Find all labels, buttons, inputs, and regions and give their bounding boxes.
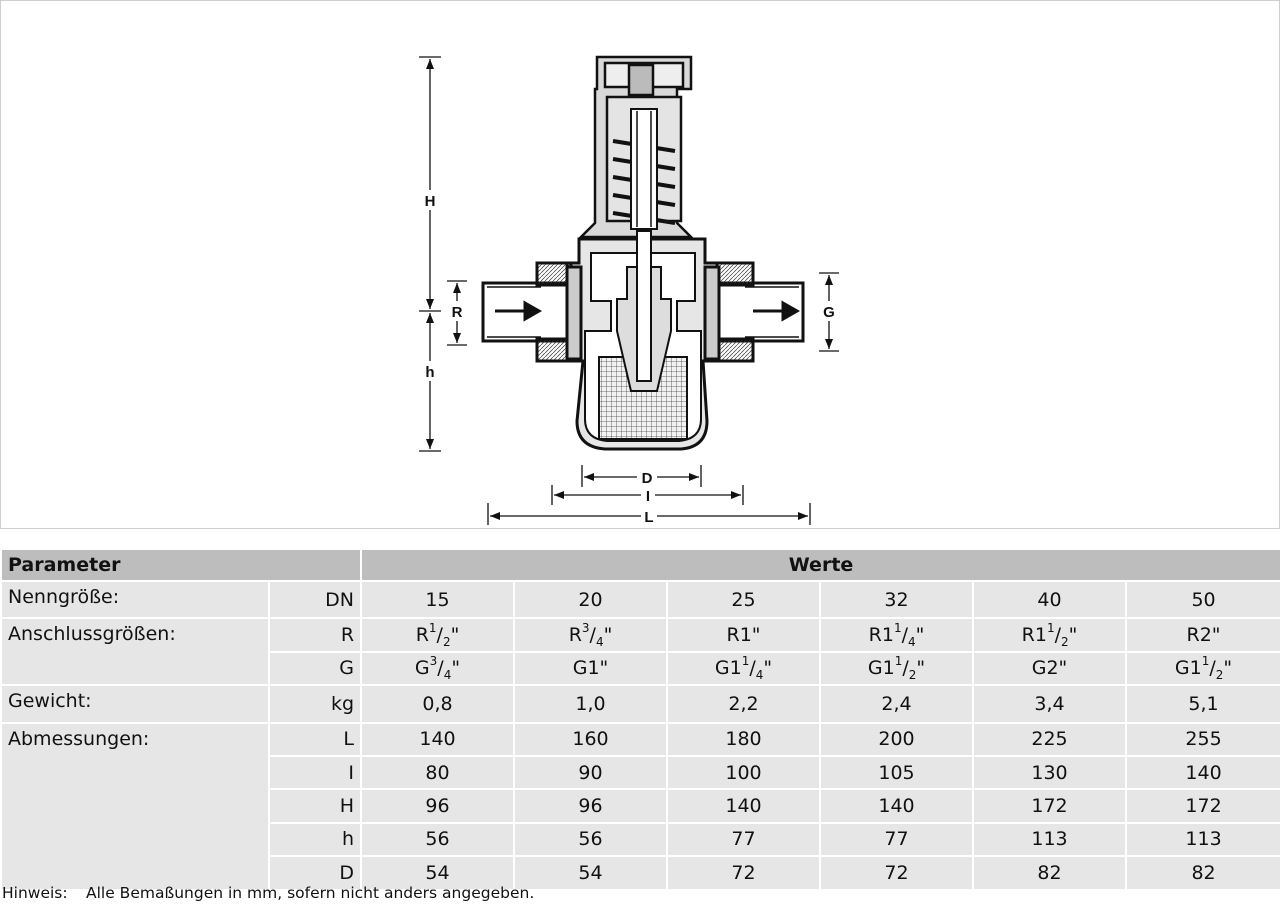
fraction-suffix: " [451, 657, 461, 680]
row-unit: H [269, 789, 361, 822]
table-cell [667, 618, 820, 651]
fraction-denominator: 2 [1215, 668, 1224, 683]
table-cell: 25 [667, 581, 820, 618]
table-cell: 15 [361, 581, 514, 618]
fraction-slash: / [749, 657, 756, 680]
table-cell: 113 [1126, 823, 1280, 856]
fraction-denominator: 4 [443, 668, 452, 683]
fraction-prefix: R1 [1021, 624, 1047, 647]
table-cell: 32 [820, 581, 973, 618]
table-cell: 80 [361, 756, 514, 789]
row-unit: D [269, 856, 361, 889]
fraction-numerator: 1 [893, 620, 902, 635]
table-cell: 54 [361, 856, 514, 889]
fraction-prefix: R1" [726, 624, 761, 647]
row-unit: h [269, 823, 361, 856]
fraction-prefix: R [568, 624, 582, 647]
fraction-suffix: " [603, 624, 613, 647]
table-cell: 140 [667, 789, 820, 822]
table-cell [973, 652, 1126, 685]
fraction-prefix: G2" [1031, 657, 1068, 680]
footnote-label: Hinweis: [2, 884, 68, 902]
table-cell [1126, 618, 1280, 651]
table-cell: 1,0 [514, 685, 667, 722]
fraction-prefix: G1 [714, 657, 742, 680]
fraction-prefix: R [415, 624, 429, 647]
table-cell: 20 [514, 581, 667, 618]
fraction-prefix: R2" [1186, 624, 1221, 647]
dim-label-H: H [424, 193, 436, 210]
fraction-suffix: " [1223, 657, 1233, 680]
fraction-suffix: " [915, 624, 925, 647]
fraction-slash: / [901, 624, 908, 647]
row-unit: G [269, 652, 361, 685]
table-cell: 56 [514, 823, 667, 856]
fraction-numerator: 1 [1046, 620, 1055, 635]
dim-label-l: I [645, 488, 651, 505]
fraction-numerator: 1 [741, 654, 750, 669]
table-cell [361, 618, 514, 651]
table-cell: 140 [1126, 756, 1280, 789]
table-cell: 140 [361, 723, 514, 756]
table-cell: 5,1 [1126, 685, 1280, 722]
table-cell: 56 [361, 823, 514, 856]
table-cell: 77 [667, 823, 820, 856]
fraction-denominator: 2 [908, 668, 917, 683]
table-cell: 130 [973, 756, 1126, 789]
table-cell: 180 [667, 723, 820, 756]
table-cell: 82 [973, 856, 1126, 889]
row-parameter: Anschlussgrößen: [1, 618, 269, 685]
table-cell: 54 [514, 856, 667, 889]
fraction-suffix: " [763, 657, 773, 680]
table-cell: 96 [361, 789, 514, 822]
table-cell: 225 [973, 723, 1126, 756]
fraction-slash: / [902, 657, 909, 680]
table-cell: 160 [514, 723, 667, 756]
table-cell [820, 618, 973, 651]
fraction-slash: / [1209, 657, 1216, 680]
table-cell: 200 [820, 723, 973, 756]
fraction-prefix: R1 [868, 624, 894, 647]
table-cell [1126, 652, 1280, 685]
table-cell: 172 [973, 789, 1126, 822]
dim-label-R: R [451, 304, 463, 321]
table-cell: 113 [973, 823, 1126, 856]
table-cell [514, 652, 667, 685]
valve-cross-section-drawing [1, 1, 1279, 528]
dim-label-h: h [425, 364, 435, 381]
row-parameter: Gewicht: [1, 685, 269, 722]
table-cell [973, 618, 1126, 651]
fraction-prefix: G1 [867, 657, 895, 680]
table-cell: 82 [1126, 856, 1280, 889]
fraction-denominator: 2 [1060, 634, 1069, 649]
table-row [1, 685, 1280, 722]
fraction-numerator: 1 [1201, 654, 1210, 669]
fraction-numerator: 3 [429, 654, 438, 669]
row-unit: R [269, 618, 361, 651]
fraction-denominator: 4 [595, 634, 604, 649]
fraction-suffix: " [450, 624, 460, 647]
header-parameter: Parameter [1, 549, 361, 581]
table-cell: 105 [820, 756, 973, 789]
table-row [1, 723, 1280, 756]
row-parameter: Nenngröße: [1, 581, 269, 618]
fraction-suffix: " [1068, 624, 1078, 647]
table-cell: 140 [820, 789, 973, 822]
dim-label-D: D [641, 470, 653, 487]
row-unit: DN [269, 581, 361, 618]
table-cell: 72 [820, 856, 973, 889]
fraction-slash: / [437, 657, 444, 680]
fraction-slash: / [589, 624, 596, 647]
table-row [1, 581, 1280, 618]
table-cell: 2,2 [667, 685, 820, 722]
fraction-slash: / [1054, 624, 1061, 647]
table-row [1, 618, 1280, 651]
table-cell: 96 [514, 789, 667, 822]
table-cell: 2,4 [820, 685, 973, 722]
row-parameter: Abmessungen: [1, 723, 269, 890]
fraction-prefix: G1 [1174, 657, 1202, 680]
table-cell: 3,4 [973, 685, 1126, 722]
dim-label-L: L [644, 509, 654, 526]
fraction-numerator: 1 [894, 654, 903, 669]
fraction-prefix: G [414, 657, 430, 680]
fraction-prefix: G1" [572, 657, 609, 680]
fraction-numerator: 3 [581, 620, 590, 635]
footnote [2, 884, 534, 902]
table-cell [514, 618, 667, 651]
footnote-text: Alle Bemaßungen in mm, sofern nicht anders angegeben. [86, 884, 535, 902]
row-unit: L [269, 723, 361, 756]
row-unit: I [269, 756, 361, 789]
header-values: Werte [361, 549, 1280, 581]
table-cell: 255 [1126, 723, 1280, 756]
table-cell [361, 652, 514, 685]
dim-label-G: G [823, 304, 835, 321]
fraction-denominator: 4 [755, 668, 764, 683]
specification-table [0, 548, 1280, 891]
table-cell: 77 [820, 823, 973, 856]
fraction-denominator: 4 [907, 634, 916, 649]
table-cell: 40 [973, 581, 1126, 618]
table-cell: 90 [514, 756, 667, 789]
fraction-slash: / [436, 624, 443, 647]
table-cell: 0,8 [361, 685, 514, 722]
fraction-suffix: " [916, 657, 926, 680]
row-unit: kg [269, 685, 361, 722]
table-cell [667, 652, 820, 685]
table-cell: 100 [667, 756, 820, 789]
table-cell [820, 652, 973, 685]
fraction-denominator: 2 [442, 634, 451, 649]
table-cell: 172 [1126, 789, 1280, 822]
table-cell: 50 [1126, 581, 1280, 618]
table-cell: 72 [667, 856, 820, 889]
table-header-row [1, 549, 1280, 581]
fraction-numerator: 1 [428, 620, 437, 635]
